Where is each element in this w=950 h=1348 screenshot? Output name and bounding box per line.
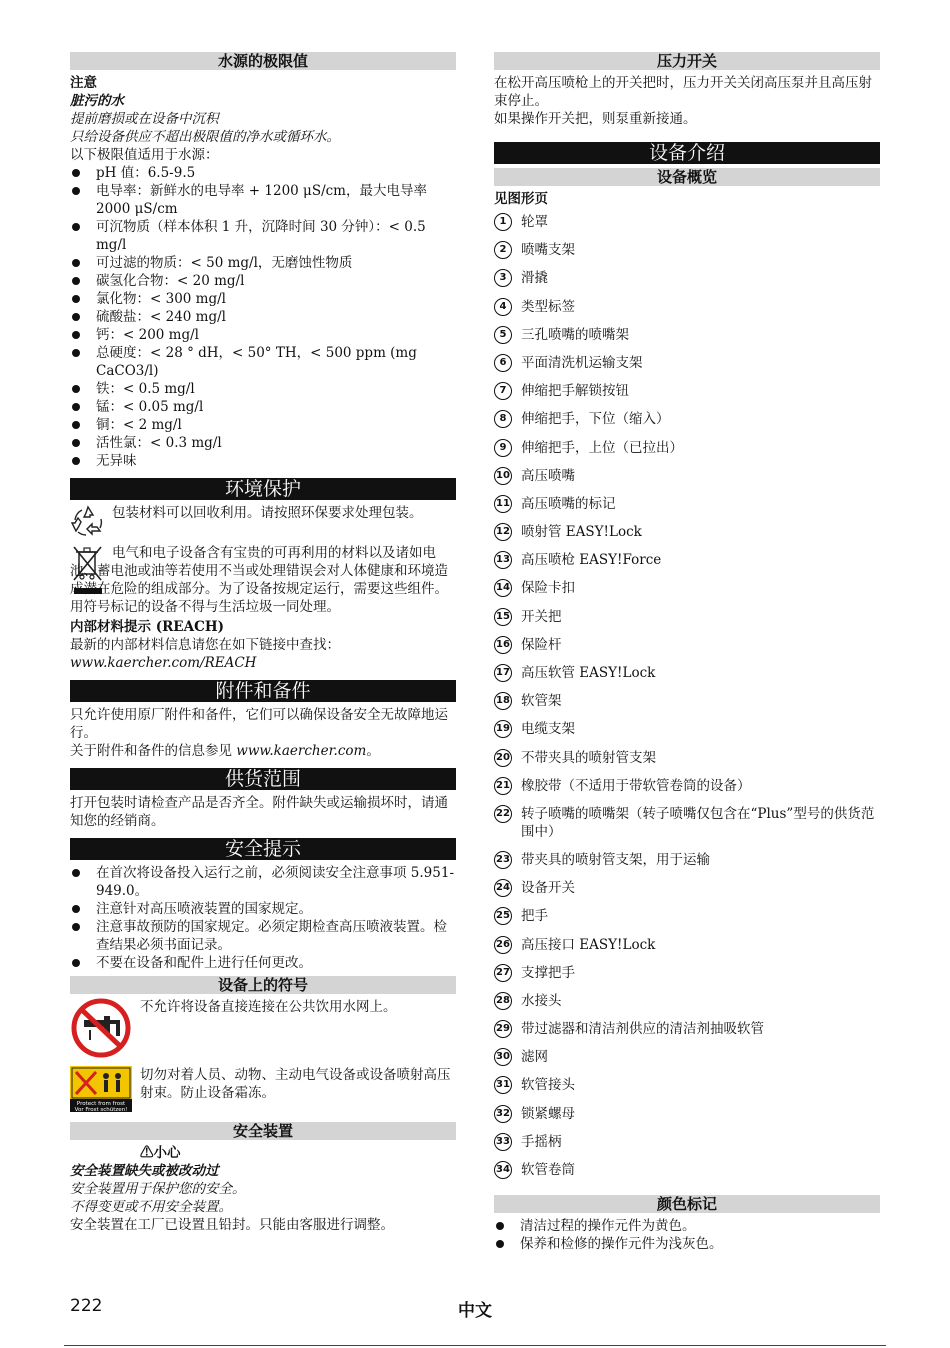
list-item (494, 879, 880, 907)
water-warning-title: 脏污的水 (70, 93, 124, 109)
accessories-text-2-prefix: 关于附件和备件的信息参见 (70, 743, 237, 759)
part-number: 22 (494, 805, 512, 823)
part-label: 高压喷嘴 (521, 467, 575, 484)
part-label: 保险卡扣 (521, 580, 575, 597)
accessories-text-2 (70, 742, 456, 760)
list-item: 在首次将设备投入运行之前，必须阅读安全注意事项 5.951-949.0。 (70, 864, 456, 900)
left-column (70, 48, 456, 1234)
water-limits-list (70, 164, 456, 470)
part-label: 手摇柄 (521, 1133, 562, 1150)
part-label: 滤网 (521, 1049, 548, 1066)
safety-heading: 安全提示 (70, 838, 456, 860)
list-item: 氯化物：< 300 mg/l (70, 290, 456, 308)
water-note-label: 注意 (70, 75, 97, 91)
part-number: 20 (494, 749, 512, 767)
part-label: 高压软管 EASY!Lock (521, 665, 656, 681)
part-label: 设备开关 (521, 880, 575, 897)
page-footer (70, 1296, 880, 1321)
pressure-text-1: 在松开高压喷枪上的开关把时，压力开关关闭高压泵并且高压射束停止。 (494, 75, 872, 109)
symbol-1-text: 不允许将设备直接连接在公共饮用水网上。 (140, 999, 397, 1015)
part-label: 高压喷嘴的标记 (521, 495, 616, 512)
list-item (494, 692, 880, 720)
part-label: 轮罩 (521, 214, 548, 230)
symbols-heading: 设备上的符号 (70, 976, 456, 994)
caution-label (70, 1144, 456, 1162)
part-label: 喷射管 EASY!Lock (521, 524, 642, 541)
part-label: 橡胶带（不适用于带软管卷筒的设备） (521, 777, 751, 794)
safety-list (70, 864, 456, 972)
part-label: 支撑把手 (521, 964, 575, 981)
list-item: 硫酸盐：< 240 mg/l (70, 308, 456, 326)
list-item: 保养和检修的操作元件为浅灰色。 (494, 1235, 880, 1253)
list-item (494, 551, 880, 579)
list-item (494, 805, 880, 851)
part-number: 28 (494, 992, 512, 1010)
part-label: 平面清洗机运输支架 (521, 354, 643, 371)
list-item (494, 1105, 880, 1133)
part-number: 33 (494, 1133, 512, 1151)
part-label: 软管架 (521, 693, 562, 710)
device-intro-heading: 设备介绍 (494, 142, 880, 164)
part-number: 27 (494, 964, 512, 982)
weee-text: 电气和电子设备含有宝贵的可再利用的材料以及诸如电池、蓄电池或油等若使用不当或处理错误会对人体健康和环境造成潜在危险的组成部分。为了设备按规定运行，需要这些组件。用符号标记的设备不得与生活垃圾一同处理。 (70, 545, 448, 615)
part-label: 电缆支架 (521, 721, 575, 738)
part-label: 不带夹具的喷射管支架 (521, 749, 656, 766)
caution-text: 小心 (153, 1145, 181, 1161)
part-label: 伸缩把手，上位（已拉出） (521, 439, 683, 456)
list-item (494, 269, 880, 297)
part-number: 6 (494, 354, 512, 372)
reach-link[interactable]: www.kaercher.com/REACH (70, 655, 257, 671)
list-item: 电导率：新鲜水的电导率 + 1200 μS/cm，最大电导率 2000 μS/cm (70, 182, 456, 218)
part-number: 10 (494, 467, 512, 485)
delivery-text: 打开包装时请检查产品是否齐全。附件缺失或运输损坏时，请通知您的经销商。 (70, 795, 448, 829)
part-label: 带过滤器和清洁剂供应的清洁剂抽吸软管 (521, 1021, 764, 1038)
recycle-icon (70, 504, 112, 542)
accessories-heading: 附件和备件 (70, 680, 456, 702)
parts-list (494, 213, 880, 1189)
delivery-heading: 供货范围 (70, 768, 456, 790)
part-number: 19 (494, 720, 512, 738)
part-number: 1 (494, 213, 512, 231)
no-drinking-water-icon (70, 998, 140, 1062)
list-item: 铁：< 0.5 mg/l (70, 380, 456, 398)
symbol-row-1 (70, 998, 456, 1060)
part-number: 34 (494, 1161, 512, 1179)
part-label: 软管卷筒 (521, 1162, 575, 1178)
part-number: 29 (494, 1020, 512, 1038)
color-coding-list (494, 1217, 880, 1253)
part-number: 14 (494, 579, 512, 597)
list-item (494, 298, 880, 326)
part-label: 带夹具的喷射管支架，用于运输 (521, 851, 710, 868)
part-label: 开关把 (521, 608, 562, 625)
right-column (494, 48, 880, 1253)
list-item (494, 1048, 880, 1076)
list-item: 不要在设备和配件上进行任何更改。 (70, 954, 456, 972)
list-item (494, 1133, 880, 1161)
part-number: 18 (494, 692, 512, 710)
list-item: 碳氢化合物：< 20 mg/l (70, 272, 456, 290)
part-label: 软管接头 (521, 1077, 575, 1094)
list-item (494, 1076, 880, 1104)
part-label: 转子喷嘴的喷嘴架（转子喷嘴仅包含在“Plus”型号的供货范围中） (521, 805, 875, 840)
devices-warning-title: 安全装置缺失或被改动过 (70, 1163, 219, 1179)
warning-triangle-icon: ⚠ (140, 1145, 154, 1161)
list-item (494, 1020, 880, 1048)
devices-text: 安全装置在工厂已设置且铅封。只能由客服进行调整。 (70, 1217, 394, 1233)
part-label: 喷嘴支架 (521, 242, 575, 259)
part-number: 12 (494, 523, 512, 541)
footer-divider (64, 1345, 886, 1346)
part-label: 保险杆 (521, 636, 562, 653)
frost-label-line-2: Vor Frost schützen! (74, 1107, 128, 1112)
water-warning-line-1: 提前磨损或在设备中沉积 (70, 111, 219, 127)
list-item (494, 354, 880, 382)
list-item: 可过滤的物质：< 50 mg/l，无磨蚀性物质 (70, 254, 456, 272)
list-item (494, 992, 880, 1020)
part-label: 类型标签 (521, 298, 575, 315)
color-coding-heading: 颜色标记 (494, 1195, 880, 1213)
list-item (494, 241, 880, 269)
device-overview-heading: 设备概览 (494, 168, 880, 186)
list-item (494, 851, 880, 879)
list-item (494, 720, 880, 748)
part-number: 3 (494, 269, 512, 287)
part-number: 17 (494, 664, 512, 682)
list-item (494, 523, 880, 551)
list-item (494, 936, 880, 964)
pressure-switch-heading: 压力开关 (494, 52, 880, 70)
list-item: 活性氯：< 0.3 mg/l (70, 434, 456, 452)
accessories-text-1: 只允许使用原厂附件和备件，它们可以确保设备安全无故障地运行。 (70, 707, 448, 741)
list-item: 可沉物质（样本体积 1 升，沉降时间 30 分钟）：< 0.5 mg/l (70, 218, 456, 254)
list-item (494, 907, 880, 935)
part-label: 三孔喷嘴的喷嘴架 (521, 326, 629, 343)
weee-row (70, 544, 456, 616)
list-item: 注意事故预防的国家规定。必须定期检查高压喷液装置。检查结果必须书面记录。 (70, 918, 456, 954)
part-number: 23 (494, 851, 512, 869)
list-item: 锰：< 0.05 mg/l (70, 398, 456, 416)
list-item (494, 664, 880, 692)
list-item: 注意针对高压喷液装置的国家规定。 (70, 900, 456, 918)
recycle-row (70, 504, 456, 542)
part-label: 伸缩把手，下位（缩入） (521, 411, 670, 428)
environment-heading: 环境保护 (70, 478, 456, 500)
reach-title: 内部材料提示 (REACH) (70, 619, 224, 635)
frost-label-line-1: Protect from frost (76, 1101, 126, 1107)
part-number: 25 (494, 907, 512, 925)
water-limits-heading: 水源的极限值 (70, 52, 456, 70)
accessories-text-2-suffix: 。 (366, 743, 380, 759)
part-number: 8 (494, 410, 512, 428)
list-item: pH 值：6.5-9.5 (70, 164, 456, 182)
list-item (494, 579, 880, 607)
part-number: 26 (494, 936, 512, 954)
part-label: 把手 (521, 908, 548, 925)
part-number: 4 (494, 298, 512, 316)
reach-text: 最新的内部材料信息请您在如下链接中查找： (70, 637, 340, 653)
list-item: 铜：< 2 mg/l (70, 416, 456, 434)
list-item (494, 382, 880, 410)
part-number: 21 (494, 777, 512, 795)
part-number: 32 (494, 1105, 512, 1123)
no-spray-frost-icon (70, 1066, 140, 1116)
kaercher-link[interactable]: www.kaercher.com (236, 743, 367, 759)
part-number: 13 (494, 551, 512, 569)
page-number: 222 (70, 1296, 103, 1316)
list-item (494, 326, 880, 354)
devices-warning-line-2: 不得变更或不用安全装置。 (70, 1199, 232, 1215)
part-number: 7 (494, 382, 512, 400)
part-label: 水接头 (521, 992, 562, 1009)
part-label: 滑撬 (521, 270, 548, 287)
language-label: 中文 (458, 1301, 492, 1321)
part-number: 11 (494, 495, 512, 513)
list-item: 总硬度：< 28 ° dH，< 50° TH，< 500 ppm (mg CaCO3/l) (70, 344, 456, 380)
part-label: 锁紧螺母 (521, 1105, 575, 1122)
part-number: 5 (494, 326, 512, 344)
list-item (494, 410, 880, 438)
pressure-text-2: 如果操作开关把，则泵重新接通。 (494, 111, 697, 127)
list-item (494, 636, 880, 664)
list-item (494, 467, 880, 495)
part-number: 9 (494, 439, 512, 457)
water-limits-intro: 以下极限值适用于水源： (70, 147, 219, 163)
devices-warning-line-1: 安全装置用于保护您的安全。 (70, 1181, 246, 1197)
symbol-2-text: 切勿对着人员、动物、主动电气设备或设备喷射高压射束。防止设备霜冻。 (140, 1067, 451, 1101)
water-warning-line-2: 只给设备供应不超出极限值的净水或循环水。 (70, 129, 340, 145)
list-item (494, 964, 880, 992)
list-item: 清洁过程的操作元件为黄色。 (494, 1217, 880, 1235)
list-item (494, 777, 880, 805)
part-number: 31 (494, 1076, 512, 1094)
recycle-text: 包装材料可以回收利用。请按照环保要求处理包装。 (112, 505, 423, 521)
part-label: 伸缩把手解锁按钮 (521, 383, 629, 400)
part-number: 2 (494, 241, 512, 259)
symbol-row-2 (70, 1066, 456, 1116)
list-item (494, 749, 880, 777)
part-number: 16 (494, 636, 512, 654)
list-item (494, 1161, 880, 1189)
list-item (494, 608, 880, 636)
part-label: 高压喷枪 EASY!Force (521, 552, 662, 569)
part-number: 15 (494, 608, 512, 626)
list-item (494, 495, 880, 523)
part-number: 24 (494, 879, 512, 897)
list-item (494, 439, 880, 467)
part-label: 高压接口 EASY!Lock (521, 936, 656, 953)
list-item (494, 213, 880, 241)
see-figure-label: 见图形页 (494, 191, 548, 207)
safety-devices-heading: 安全装置 (70, 1122, 456, 1140)
list-item: 无异味 (70, 452, 456, 470)
part-number: 30 (494, 1048, 512, 1066)
list-item: 钙：< 200 mg/l (70, 326, 456, 344)
